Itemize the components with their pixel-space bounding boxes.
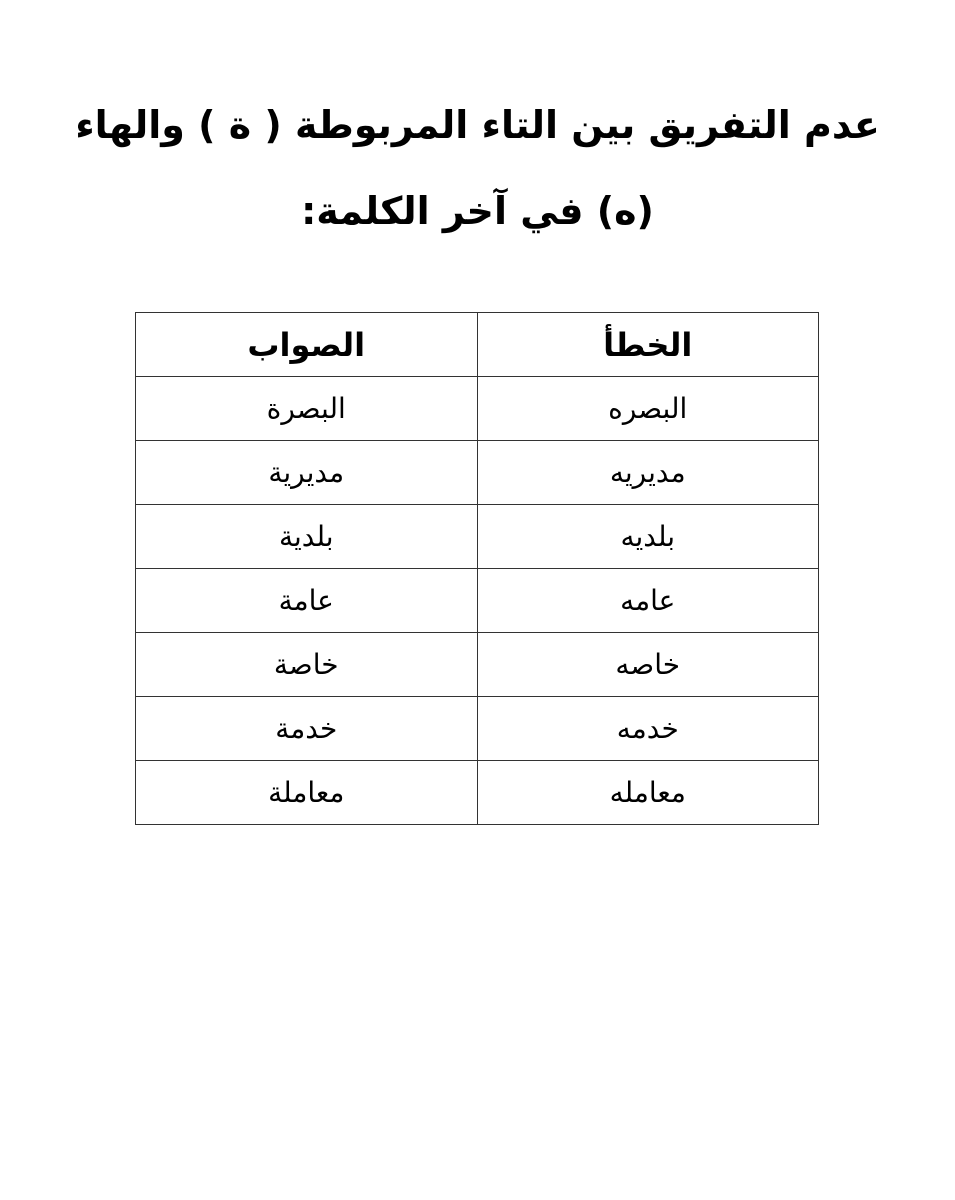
table-row (136, 377, 819, 441)
header-wrong: الخطأ (477, 313, 819, 377)
comparison-table (135, 312, 819, 825)
cell-wrong: معامله (477, 761, 819, 825)
cell-correct: معاملة (136, 761, 478, 825)
table-row (136, 761, 819, 825)
cell-wrong: خاصه (477, 633, 819, 697)
table-row (136, 633, 819, 697)
cell-wrong: بلديه (477, 505, 819, 569)
cell-correct: خدمة (136, 697, 478, 761)
cell-correct: عامة (136, 569, 478, 633)
page-title-line-1: عدم التفريق بين التاء المربوطة ( ة ) والهاء (75, 103, 880, 147)
page-title-line-2: (ه) في آخر الكلمة: (301, 189, 654, 233)
table-row (136, 505, 819, 569)
cell-wrong: مديريه (477, 441, 819, 505)
cell-correct: بلدية (136, 505, 478, 569)
cell-correct: مديرية (136, 441, 478, 505)
header-correct: الصواب (136, 313, 478, 377)
comparison-table-container (135, 312, 819, 825)
table-row (136, 569, 819, 633)
cell-correct: البصرة (136, 377, 478, 441)
cell-wrong: خدمه (477, 697, 819, 761)
table-row (136, 441, 819, 505)
cell-wrong: عامه (477, 569, 819, 633)
table-row (136, 697, 819, 761)
cell-correct: خاصة (136, 633, 478, 697)
cell-wrong: البصره (477, 377, 819, 441)
table-header-row (136, 313, 819, 377)
